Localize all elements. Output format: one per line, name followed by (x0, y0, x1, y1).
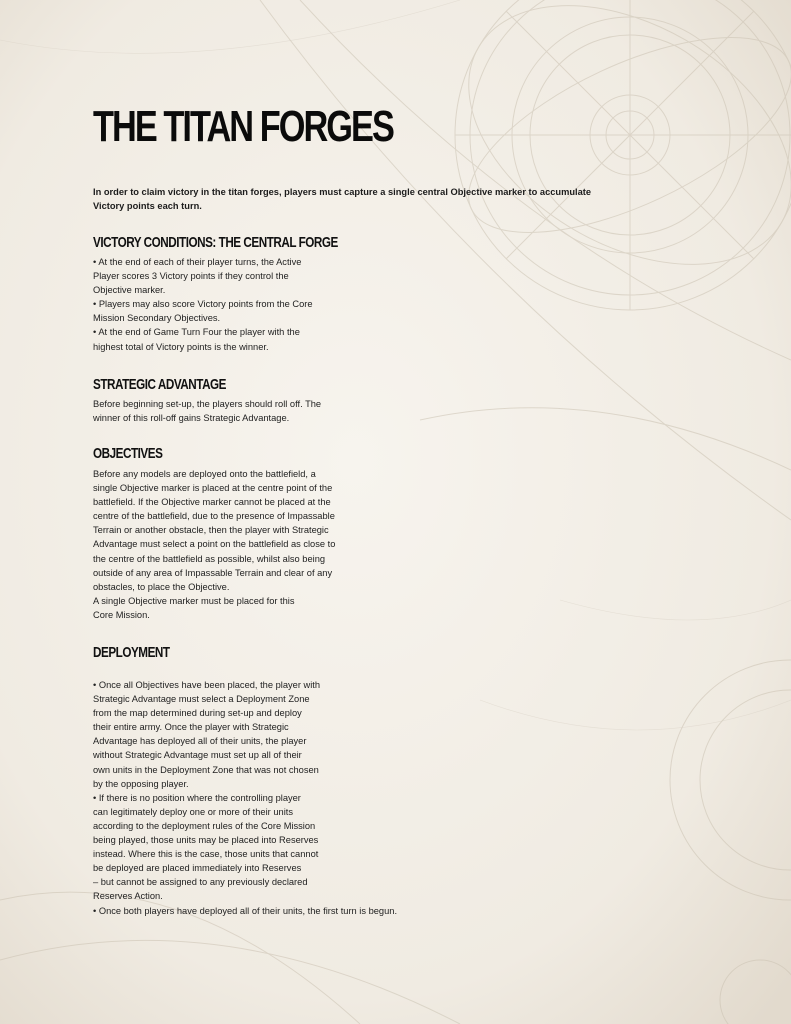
body-line: battlefield. If the Objective marker cannot be placed at the (93, 497, 331, 508)
intro-line: Victory points each turn. (93, 201, 202, 211)
body-line: Before beginning set-up, the players should roll off. The (93, 399, 322, 409)
body-line: centre of the battlefield, due to the presence of Impassable (93, 511, 335, 522)
victory-body (93, 255, 313, 354)
body-line: single Objective marker is placed at the centre point of the (93, 483, 333, 494)
body-line: Player scores 3 Victory points if they control the (93, 271, 289, 282)
body-line: winner of this roll-off gains Strategic Advantage. (93, 413, 290, 424)
objectives-heading: OBJECTIVES (93, 445, 163, 462)
body-line: Reserves Action. (93, 891, 163, 902)
page-title: THE TITAN FORGES (93, 102, 393, 151)
body-line: • Once both players have deployed all of their units, the first turn is begun. (93, 905, 398, 916)
body-line: • At the end of each of their player turns, the Active (93, 257, 302, 267)
body-line: • At the end of Game Turn Four the player with the (93, 327, 300, 338)
body-line: Strategic Advantage must select a Deployment Zone (93, 694, 310, 705)
body-line: Advantage must select a point on the battlefield as close to (93, 539, 336, 550)
body-line: • If there is no position where the controlling player (93, 792, 301, 803)
body-line: instead. Where this is the case, those units that cannot (93, 849, 319, 860)
body-line: – but cannot be assigned to any previously declared (93, 877, 308, 888)
body-line: outside of any area of Impassable Terrain and clear of any (93, 567, 333, 578)
body-line: Before any models are deployed onto the battlefield, a (93, 469, 316, 479)
victory-heading: VICTORY CONDITIONS: THE CENTRAL FORGE (93, 234, 338, 251)
body-line: obstacles, to place the Objective. (93, 581, 230, 592)
body-line: according to the deployment rules of the Core Mission (93, 820, 316, 831)
body-line: Mission Secondary Objectives. (93, 313, 221, 324)
strategic-heading: STRATEGIC ADVANTAGE (93, 376, 227, 393)
body-line: by the opposing player. (93, 778, 189, 789)
body-line: can legitimately deploy one or more of their units (93, 806, 293, 817)
body-line: the centre of the battlefield as possible, whilst also being (93, 553, 326, 564)
intro-paragraph (93, 185, 593, 213)
body-line: be deployed are placed immediately into Reserves (93, 863, 302, 874)
body-line: • Once all Objectives have been placed, the player with (93, 680, 321, 690)
strategic-body (93, 397, 321, 425)
body-line: highest total of Victory points is the winner. (93, 341, 269, 352)
body-line: Core Mission. (93, 609, 150, 620)
body-line: Advantage has deployed all of their units, the player (93, 736, 307, 747)
body-line: Objective marker. (93, 285, 166, 296)
body-line: from the map determined during set-up and deploy (93, 708, 302, 719)
body-line: • Players may also score Victory points from the Core (93, 299, 313, 310)
deployment-body (93, 678, 397, 918)
body-line: Terrain or another obstacle, then the player with Strategic (93, 525, 329, 536)
intro-line: In order to claim victory in the titan forges, players must capture a single central Objective marker to accumulate (93, 187, 592, 197)
body-line: A single Objective marker must be placed for this (93, 595, 295, 606)
body-line: their entire army. Once the player with Strategic (93, 722, 289, 733)
body-line: own units in the Deployment Zone that was not chosen (93, 764, 319, 775)
deployment-heading: DEPLOYMENT (93, 644, 170, 661)
body-line: being played, those units may be placed into Reserves (93, 835, 319, 846)
objectives-body (93, 467, 335, 622)
body-line: without Strategic Advantage must set up all of their (93, 750, 302, 761)
